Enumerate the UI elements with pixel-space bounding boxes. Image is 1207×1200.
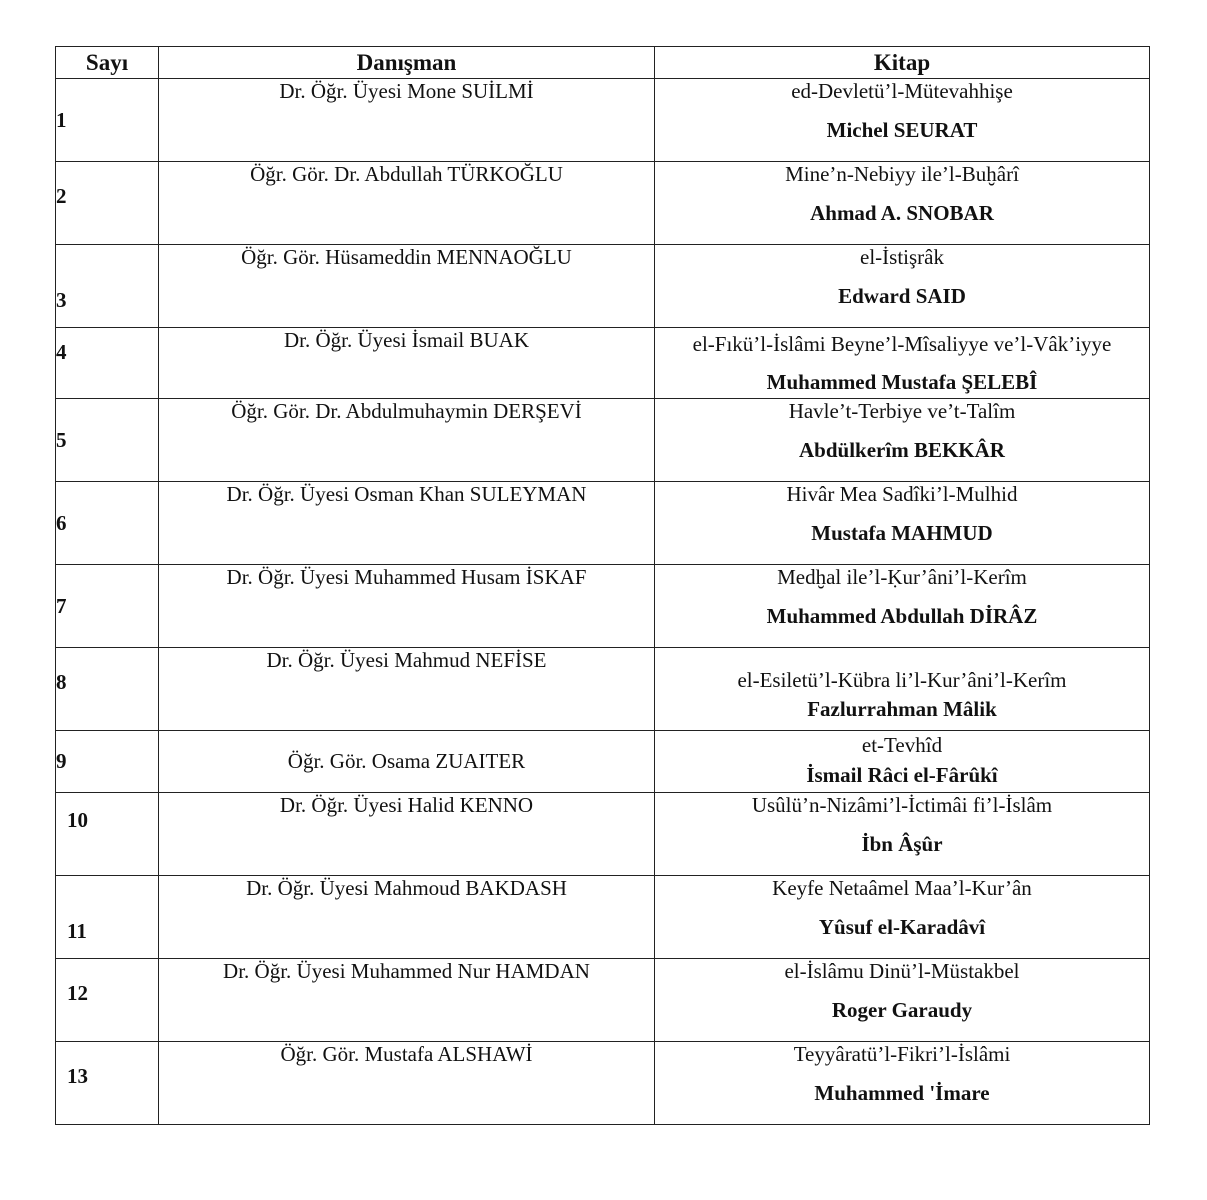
header-no: Sayı: [56, 47, 159, 79]
book-title: Havle’t-Terbiye ve’t-Talîm: [788, 399, 1016, 423]
advisor-name: Dr. Öğr. Üyesi Mone SUİLMİ: [159, 79, 655, 162]
row-number: 12: [56, 959, 159, 1042]
row-number: 6: [56, 482, 159, 565]
row-number: 4: [56, 328, 159, 399]
book-cell: [655, 731, 1150, 793]
book-title: el-İstişrâk: [860, 245, 944, 269]
advisor-name: Dr. Öğr. Üyesi Osman Khan SULEYMAN: [159, 482, 655, 565]
book-title: el-İslâmu Dinü’l-Müstakbel: [784, 959, 1020, 983]
book-cell: [655, 876, 1150, 959]
book-author: Edward SAID: [838, 284, 966, 308]
advisor-name: Dr. Öğr. Üyesi Muhammed Husam İSKAF: [159, 565, 655, 648]
advisor-name: Dr. Öğr. Üyesi Mahmoud BAKDASH: [159, 876, 655, 959]
table-row: [56, 162, 1150, 245]
advisor-name: Öğr. Gör. Dr. Abdulmuhaymin DERŞEVİ: [159, 399, 655, 482]
book-title: el-Esiletü’l-Kübra li’l-Kur’âni’l-Kerîm: [737, 668, 1067, 692]
header-book: Kitap: [655, 47, 1150, 79]
advisor-name: Öğr. Gör. Hüsameddin MENNAOĞLU: [159, 245, 655, 328]
book-cell: [655, 245, 1150, 328]
book-title: et-Tevhîd: [861, 733, 943, 757]
table-row: [56, 482, 1150, 565]
book-cell: [655, 959, 1150, 1042]
advisor-name: Dr. Öğr. Üyesi Mahmud NEFİSE: [159, 648, 655, 731]
row-number: 5: [56, 399, 159, 482]
row-number: 9: [56, 731, 159, 793]
advisor-name: Öğr. Gör. Mustafa ALSHAWİ: [159, 1042, 655, 1125]
book-author: Muhammed 'İmare: [814, 1081, 990, 1105]
table-row: [56, 959, 1150, 1042]
row-number: 13: [56, 1042, 159, 1125]
advisor-name: Öğr. Gör. Dr. Abdullah TÜRKOĞLU: [159, 162, 655, 245]
book-cell: [655, 79, 1150, 162]
book-cell: [655, 565, 1150, 648]
book-author: Yûsuf el-Karadâvî: [818, 915, 986, 939]
table-header-row: [56, 47, 1150, 79]
advisor-name: Dr. Öğr. Üyesi Muhammed Nur HAMDAN: [159, 959, 655, 1042]
advisor-name: Dr. Öğr. Üyesi İsmail BUAK: [159, 328, 655, 399]
table-row: [56, 793, 1150, 876]
book-title: Keyfe Netaâmel Maa’l-Kur’ân: [772, 876, 1032, 900]
header-advisor: Danışman: [159, 47, 655, 79]
row-number: 11: [56, 876, 159, 959]
table-row: [56, 79, 1150, 162]
table-row: [56, 245, 1150, 328]
row-number: 10: [56, 793, 159, 876]
book-cell: [655, 162, 1150, 245]
book-cell: [655, 648, 1150, 731]
book-cell: [655, 793, 1150, 876]
book-author: Michel SEURAT: [826, 118, 978, 142]
book-author: Abdülkerîm BEKKÂR: [799, 438, 1005, 462]
book-author: Muhammed Abdullah DİRÂZ: [766, 604, 1038, 628]
row-number: 7: [56, 565, 159, 648]
book-cell: [655, 328, 1150, 399]
book-title: Hivâr Mea Sadîki’l-Mulhid: [786, 482, 1018, 506]
book-author: Muhammed Mustafa ŞELEBÎ: [766, 370, 1038, 394]
row-number: 1: [56, 79, 159, 162]
book-title: Mine’n-Nebiyy ile’l-Buḫârî: [785, 162, 1019, 186]
book-author: İbn Âşûr: [861, 832, 943, 856]
table-row: [56, 399, 1150, 482]
table-row: [56, 1042, 1150, 1125]
row-number: 8: [56, 648, 159, 731]
book-title: el-Fıkü’l-İslâmi Beyne’l-Mîsaliyye ve’l-Vâk’iyye: [692, 332, 1112, 356]
table-row: [56, 876, 1150, 959]
book-title: Teyyâratü’l-Fikri’l-İslâmi: [793, 1042, 1011, 1066]
book-author: İsmail Râci el-Fârûkî: [806, 763, 998, 787]
table-row: [56, 648, 1150, 731]
book-title: Medḫal ile’l-Ḳur’âni’l-Kerîm: [777, 565, 1027, 589]
table-row: [56, 565, 1150, 648]
advisor-book-table: [55, 46, 1150, 1125]
book-author: Fazlurrahman Mâlik: [807, 697, 997, 721]
row-number: 2: [56, 162, 159, 245]
book-author: Ahmad A. SNOBAR: [810, 201, 994, 225]
advisor-name: Öğr. Gör. Osama ZUAITER: [159, 731, 655, 793]
book-cell: [655, 399, 1150, 482]
table-row: [56, 731, 1150, 793]
table-row: [56, 328, 1150, 399]
book-cell: [655, 482, 1150, 565]
book-title: ed-Devletü’l-Mütevahhişe: [791, 79, 1013, 103]
advisor-name: Dr. Öğr. Üyesi Halid KENNO: [159, 793, 655, 876]
book-title: Usûlü’n-Nizâmi’l-İctimâi fi’l-İslâm: [751, 793, 1053, 817]
book-author: Roger Garaudy: [831, 998, 973, 1022]
book-cell: [655, 1042, 1150, 1125]
row-number: 3: [56, 245, 159, 328]
book-author: Mustafa MAHMUD: [811, 521, 993, 545]
